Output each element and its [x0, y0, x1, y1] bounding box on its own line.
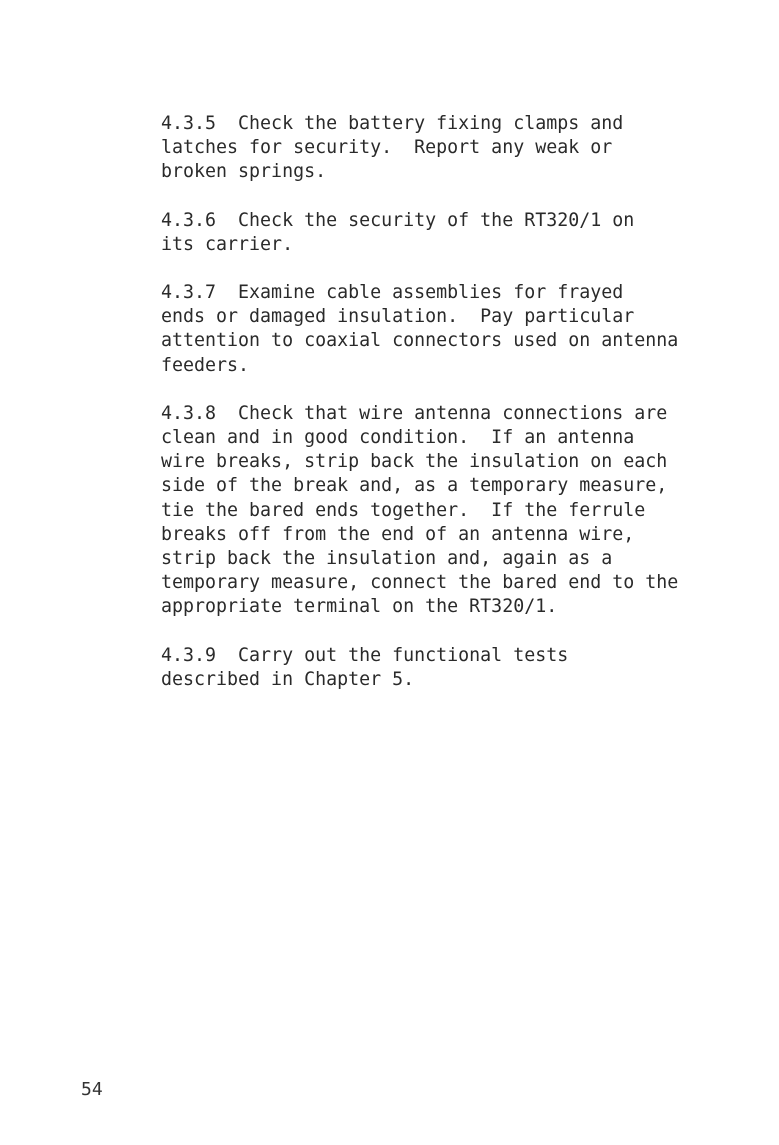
text-line: temporary measure, connect the bared end to the — [161, 572, 679, 594]
paragraph-4-3-7 — [161, 281, 761, 378]
text-line: latches for security. Report any weak or — [161, 137, 613, 159]
text-line: wire breaks, strip back the insulation on each — [161, 451, 668, 473]
paragraph-4-3-9 — [161, 644, 761, 692]
text-line: 4.3.5 Check the battery fixing clamps and — [161, 113, 624, 134]
paragraph-4-3-5 — [161, 112, 761, 185]
text-line: broken springs. — [161, 161, 327, 183]
page-number: 54 — [81, 1079, 103, 1100]
text-line: described in Chapter 5. — [161, 668, 415, 690]
text-line: feeders. — [161, 354, 250, 376]
text-line: appropriate terminal on the RT320/1. — [161, 596, 558, 618]
text-line: 4.3.9 Carry out the functional tests — [161, 644, 569, 666]
text-line: its carrier. — [161, 233, 294, 255]
text-line: clean and in good condition. If an antenna — [161, 427, 635, 449]
document-body — [161, 112, 761, 716]
paragraph-4-3-6 — [161, 209, 761, 257]
text-line: tie the bared ends together. If the ferrule — [161, 499, 646, 521]
text-line: side of the break and, as a temporary measure, — [161, 475, 668, 497]
text-line: 4.3.8 Check that wire antenna connections are — [161, 402, 668, 424]
text-line: breaks off from the end of an antenna wire, — [161, 523, 635, 545]
text-line: strip back the insulation and, again as a — [161, 548, 613, 570]
paragraph-4-3-8 — [161, 402, 761, 620]
text-line: ends or damaged insulation. Pay particular — [161, 306, 635, 328]
text-line: 4.3.7 Examine cable assemblies for frayed — [161, 282, 624, 304]
text-line: attention to coaxial connectors used on antenna — [161, 330, 679, 352]
text-line: 4.3.6 Check the security of the RT320/1 on — [161, 209, 635, 231]
